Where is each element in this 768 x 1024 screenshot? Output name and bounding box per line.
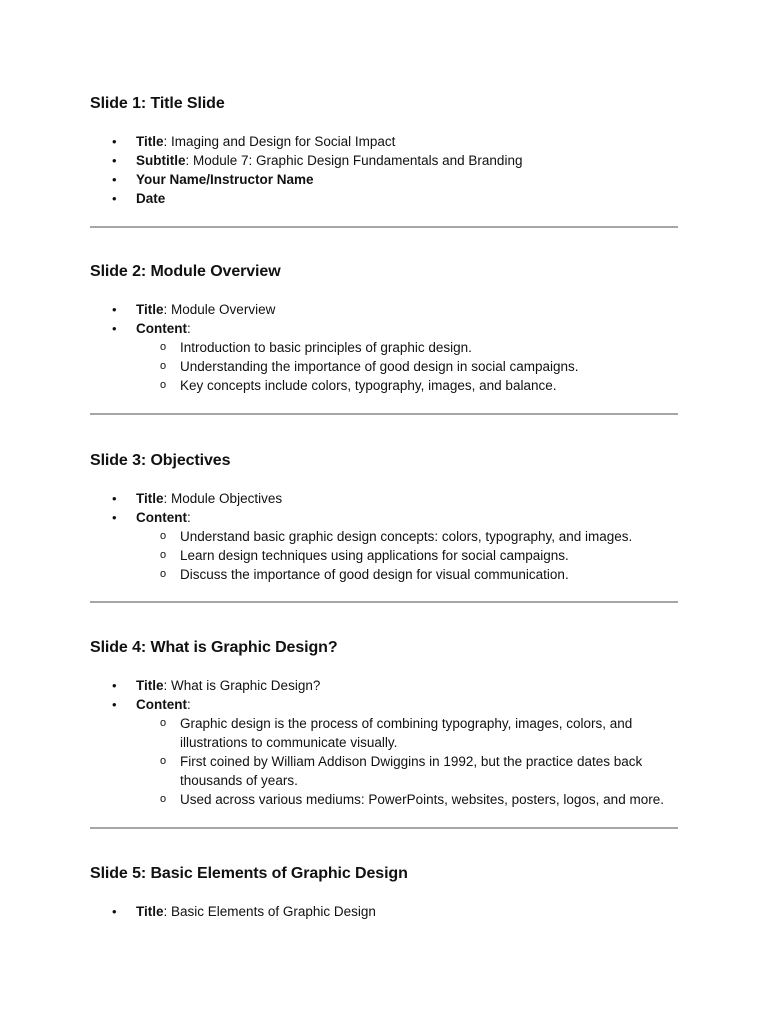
item-separator: : [187, 697, 191, 712]
sub-item-text: o Understanding the importance of good design in social campaigns. [180, 359, 579, 374]
item-value: Basic Elements of Graphic Design [171, 904, 376, 919]
sub-item-text: o Key concepts include colors, typography, images, and balance. [180, 378, 557, 393]
item-label: Title [136, 491, 164, 506]
item-value: Module Objectives [171, 491, 283, 506]
item-separator: : [163, 302, 172, 317]
list-item [90, 132, 680, 151]
item-label: Date [136, 191, 166, 206]
sub-list-item [92, 338, 680, 357]
sub-list-item [92, 376, 680, 395]
item-label: Title [136, 904, 164, 919]
slide-section-2 [90, 262, 680, 395]
list-item [90, 676, 680, 695]
bullet-list [90, 300, 680, 395]
sub-list-item [92, 790, 680, 809]
slide-heading: Slide 1: Title Slide [90, 95, 225, 112]
list-item [90, 300, 680, 319]
slide-heading: Slide 2: Module Overview [90, 263, 281, 280]
slide-heading: Slide 4: What is Graphic Design? [90, 639, 338, 656]
sub-list-item [92, 546, 680, 565]
slide-section-3 [90, 451, 680, 584]
item-label: Subtitle [136, 153, 186, 168]
bullet-list [90, 902, 680, 921]
sub-item-text: o First coined by William Addison Dwiggins in 1992, but the practice dates back thousands of years. [180, 754, 643, 788]
item-label: Title [136, 302, 164, 317]
sub-item-text: o Used across various mediums: PowerPoints, websites, posters, logos, and more. [180, 792, 664, 807]
sub-bullet-list [136, 527, 680, 584]
sub-item-text: o Graphic design is the process of combining typography, images, colors, and illustrations to communicate visually. [180, 716, 633, 750]
list-item [90, 695, 680, 809]
list-item [90, 151, 680, 170]
item-value: What is Graphic Design? [171, 678, 321, 693]
item-value: Module 7: Graphic Design Fundamentals and Branding [193, 153, 523, 168]
section-divider [90, 601, 678, 603]
list-item [90, 319, 680, 395]
item-label: Title [136, 134, 164, 149]
sub-bullet-list [136, 338, 680, 395]
sub-list-item [92, 752, 680, 790]
list-item [90, 170, 680, 189]
item-separator: : [187, 510, 191, 525]
section-divider [90, 827, 678, 829]
item-label: Title [136, 678, 164, 693]
list-item [90, 189, 680, 208]
list-item [90, 902, 680, 921]
slide-section-5 [90, 864, 680, 921]
item-value: Module Overview [171, 302, 276, 317]
sub-list-item [92, 565, 680, 584]
sub-item-text: o Understand basic graphic design concepts: colors, typography, and images. [180, 529, 633, 544]
item-label: Content [136, 321, 187, 336]
sub-list-item [92, 527, 680, 546]
item-separator: : [187, 321, 191, 336]
section-divider [90, 413, 678, 415]
item-separator: : [163, 134, 172, 149]
sub-list-item [92, 357, 680, 376]
section-divider [90, 226, 678, 228]
item-value: Imaging and Design for Social Impact [171, 134, 396, 149]
item-label: Content [136, 510, 187, 525]
list-item [90, 508, 680, 584]
item-separator: : [163, 491, 172, 506]
item-label: Content [136, 697, 187, 712]
sub-list-item [92, 714, 680, 752]
item-separator: : [163, 904, 172, 919]
bullet-list [90, 132, 680, 208]
slide-section-4 [90, 638, 680, 809]
sub-item-text: o Introduction to basic principles of graphic design. [180, 340, 472, 355]
sub-item-text: o Discuss the importance of good design for visual communication. [180, 567, 569, 582]
slide-heading: Slide 5: Basic Elements of Graphic Design [90, 865, 408, 882]
slide-heading: Slide 3: Objectives [90, 452, 231, 469]
bullet-list [90, 489, 680, 584]
item-label: Your Name/Instructor Name [136, 172, 314, 187]
item-separator: : [163, 678, 172, 693]
sub-bullet-list [136, 714, 680, 809]
item-separator: : [185, 153, 194, 168]
sub-item-text: o Learn design techniques using applications for social campaigns. [180, 548, 569, 563]
list-item [90, 489, 680, 508]
slide-section-1 [90, 94, 680, 208]
bullet-list [90, 676, 680, 809]
